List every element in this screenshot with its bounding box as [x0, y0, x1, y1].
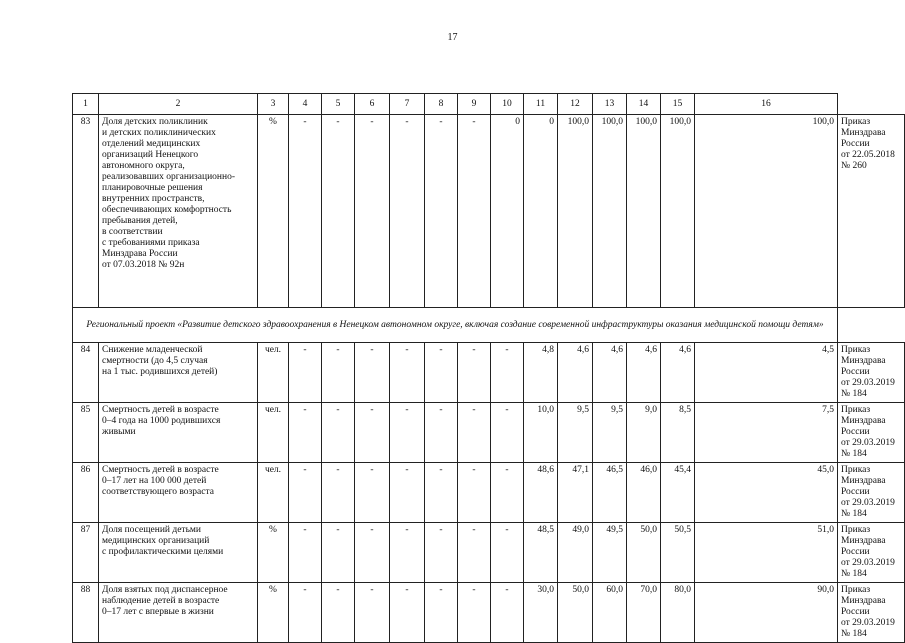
value-cell: 70,0 — [627, 583, 661, 643]
indicator-name-line: обеспечивающих комфортность — [102, 205, 232, 215]
value-cell: 9,0 — [627, 403, 661, 463]
indicator-name-line: медицинских организаций — [102, 536, 210, 546]
table-row — [73, 523, 905, 583]
source-document-line: Приказ Минздрава России — [841, 405, 886, 437]
unit-cell: % — [258, 583, 289, 643]
row-number: 85 — [73, 403, 99, 463]
value-cell: 4,6 — [661, 343, 695, 403]
value-cell: 49,0 — [558, 523, 593, 583]
column-header: 5 — [322, 94, 355, 115]
value-cell: 50,0 — [627, 523, 661, 583]
source-document — [838, 403, 905, 463]
table-row — [73, 343, 905, 403]
indicator-name-line: Доля взятых под диспансерное — [102, 585, 228, 595]
value-cell: - — [491, 343, 524, 403]
row-number: 88 — [73, 583, 99, 643]
unit-cell: чел. — [258, 343, 289, 403]
value-cell: - — [322, 115, 355, 308]
indicator-name-line: Смертность детей в возрасте — [102, 405, 219, 415]
value-cell: 100,0 — [695, 115, 838, 308]
value-cell: - — [458, 583, 491, 643]
table-row — [73, 463, 905, 523]
value-cell: - — [390, 583, 425, 643]
value-cell: - — [390, 115, 425, 308]
source-document-line: Приказ Минздрава России — [841, 465, 886, 497]
source-document-line: от 29.03.2019 № 184 — [841, 498, 895, 519]
value-cell: 9,5 — [558, 403, 593, 463]
value-cell: 8,5 — [661, 403, 695, 463]
indicator-name-line: с профилактическими целями — [102, 547, 224, 557]
indicator-name-line: с требованиями приказа — [102, 238, 200, 248]
table-row — [73, 583, 905, 643]
row-number: 87 — [73, 523, 99, 583]
indicator-name-line: отделений медицинских — [102, 139, 201, 149]
indicator-name-line: планировочные решения — [102, 183, 203, 193]
source-document-line: Приказ Минздрава России — [841, 585, 886, 617]
column-header: 2 — [99, 94, 258, 115]
source-document-line: Приказ Минздрава России — [841, 525, 886, 557]
indicator-name — [99, 343, 258, 403]
value-cell: - — [355, 583, 390, 643]
value-cell: - — [491, 583, 524, 643]
column-header: 10 — [491, 94, 524, 115]
value-cell: - — [458, 463, 491, 523]
indicator-name-line: и детских поликлинических — [102, 128, 216, 138]
source-document-line: Приказ Минздрава России — [841, 117, 886, 149]
indicator-name-line: Смертность детей в возрасте — [102, 465, 219, 475]
value-cell: 100,0 — [558, 115, 593, 308]
value-cell: - — [425, 463, 458, 523]
section-row — [73, 308, 905, 343]
value-cell: 10,0 — [524, 403, 558, 463]
value-cell: - — [390, 343, 425, 403]
value-cell: 50,5 — [661, 523, 695, 583]
value-cell: 46,5 — [593, 463, 627, 523]
value-cell: 4,5 — [695, 343, 838, 403]
source-document — [838, 583, 905, 643]
value-cell: - — [355, 403, 390, 463]
value-cell: - — [322, 523, 355, 583]
table-row — [73, 115, 905, 308]
value-cell: 46,0 — [627, 463, 661, 523]
column-header: 13 — [593, 94, 627, 115]
value-cell: - — [289, 403, 322, 463]
source-document — [838, 115, 905, 308]
column-header: 16 — [695, 94, 838, 115]
header-row — [73, 94, 905, 115]
value-cell: - — [390, 463, 425, 523]
row-number: 84 — [73, 343, 99, 403]
unit-cell: % — [258, 523, 289, 583]
value-cell: 100,0 — [627, 115, 661, 308]
value-cell: - — [458, 523, 491, 583]
value-cell: - — [425, 403, 458, 463]
value-cell: - — [425, 583, 458, 643]
value-cell: 7,5 — [695, 403, 838, 463]
column-header: 14 — [627, 94, 661, 115]
value-cell: - — [355, 115, 390, 308]
source-document-line: от 29.03.2019 № 184 — [841, 558, 895, 579]
value-cell: 90,0 — [695, 583, 838, 643]
value-cell: 30,0 — [524, 583, 558, 643]
value-cell: 50,0 — [558, 583, 593, 643]
value-cell: 48,6 — [524, 463, 558, 523]
value-cell: 4,6 — [627, 343, 661, 403]
value-cell: 51,0 — [695, 523, 838, 583]
indicator-name-line: от 07.03.2018 № 92н — [102, 260, 185, 270]
value-cell: 47,1 — [558, 463, 593, 523]
value-cell: 4,8 — [524, 343, 558, 403]
value-cell: - — [425, 523, 458, 583]
value-cell: - — [355, 463, 390, 523]
column-header: 3 — [258, 94, 289, 115]
unit-cell: % — [258, 115, 289, 308]
value-cell: 48,5 — [524, 523, 558, 583]
value-cell: 0 — [491, 115, 524, 308]
value-cell: 4,6 — [593, 343, 627, 403]
page-number: 17 — [447, 32, 458, 43]
indicator-name-line: в соответствии — [102, 227, 163, 237]
column-header: 11 — [524, 94, 558, 115]
value-cell: 60,0 — [593, 583, 627, 643]
indicator-name-line: Минздрава России — [102, 249, 178, 259]
column-header: 8 — [425, 94, 458, 115]
indicator-name-line: внутренних пространств, — [102, 194, 205, 204]
indicator-name-line: Доля детских поликлиник — [102, 117, 208, 127]
value-cell: - — [289, 463, 322, 523]
value-cell: - — [289, 343, 322, 403]
column-header: 4 — [289, 94, 322, 115]
column-header: 7 — [390, 94, 425, 115]
indicator-name-line: организаций Ненецкого — [102, 150, 199, 160]
indicator-name-line: смертности (до 4,5 случая — [102, 356, 208, 366]
column-header: 1 — [73, 94, 99, 115]
value-cell: - — [322, 343, 355, 403]
indicator-name — [99, 403, 258, 463]
source-document-line: от 22.05.2018 № 260 — [841, 150, 895, 171]
value-cell: - — [355, 523, 390, 583]
indicator-name-line: автономного округа, — [102, 161, 185, 171]
value-cell: - — [322, 463, 355, 523]
column-header: 9 — [458, 94, 491, 115]
indicators-table — [72, 93, 905, 643]
indicator-name — [99, 583, 258, 643]
indicator-name-line: соответствующего возраста — [102, 487, 214, 497]
value-cell: - — [491, 403, 524, 463]
value-cell: - — [425, 343, 458, 403]
indicator-name-line: пребывания детей, — [102, 216, 178, 226]
indicator-name-line: на 1 тыс. родившихся детей) — [102, 367, 218, 377]
value-cell: - — [289, 523, 322, 583]
indicator-name-line: 0–4 года на 1000 родившихся — [102, 416, 221, 426]
row-number: 86 — [73, 463, 99, 523]
table-row — [73, 403, 905, 463]
section-title: Региональный проект «Развитие детского здравоохранения в Ненецком автономном округе, включая создание современной инфраструктуры оказания медицинской помощи детям» — [73, 308, 838, 343]
row-number: 83 — [73, 115, 99, 308]
source-document-line: от 29.03.2019 № 184 — [841, 378, 895, 399]
value-cell: 45,4 — [661, 463, 695, 523]
value-cell: - — [322, 403, 355, 463]
unit-cell: чел. — [258, 403, 289, 463]
source-document-line: Приказ Минздрава России — [841, 345, 886, 377]
value-cell: - — [458, 343, 491, 403]
value-cell: - — [425, 115, 458, 308]
value-cell: 49,5 — [593, 523, 627, 583]
indicator-name-line: Доля посещений детьми — [102, 525, 201, 535]
value-cell: - — [355, 343, 390, 403]
indicator-name-line: 0–17 лет на 100 000 детей — [102, 476, 207, 486]
value-cell: - — [322, 583, 355, 643]
indicator-name — [99, 523, 258, 583]
value-cell: - — [458, 115, 491, 308]
source-document — [838, 523, 905, 583]
source-document — [838, 343, 905, 403]
value-cell: - — [491, 463, 524, 523]
value-cell: - — [289, 583, 322, 643]
value-cell: 100,0 — [661, 115, 695, 308]
value-cell: - — [390, 523, 425, 583]
value-cell: 100,0 — [593, 115, 627, 308]
value-cell: 45,0 — [695, 463, 838, 523]
indicator-name-line: 0–17 лет с впервые в жизни — [102, 607, 214, 617]
column-header: 12 — [558, 94, 593, 115]
indicator-name — [99, 463, 258, 523]
indicator-name-line: Снижение младенческой — [102, 345, 203, 355]
column-header: 15 — [661, 94, 695, 115]
value-cell: - — [390, 403, 425, 463]
indicator-name — [99, 115, 258, 308]
source-document-line: от 29.03.2019 № 184 — [841, 618, 895, 639]
value-cell: 9,5 — [593, 403, 627, 463]
value-cell: 0 — [524, 115, 558, 308]
unit-cell: чел. — [258, 463, 289, 523]
column-header: 6 — [355, 94, 390, 115]
value-cell: 4,6 — [558, 343, 593, 403]
value-cell: - — [458, 403, 491, 463]
indicator-name-line: реализовавших организационно- — [102, 172, 235, 182]
indicator-name-line: наблюдение детей в возрасте — [102, 596, 220, 606]
source-document — [838, 463, 905, 523]
source-document-line: от 29.03.2019 № 184 — [841, 438, 895, 459]
value-cell: 80,0 — [661, 583, 695, 643]
indicator-name-line: живыми — [102, 427, 136, 437]
value-cell: - — [491, 523, 524, 583]
value-cell: - — [289, 115, 322, 308]
